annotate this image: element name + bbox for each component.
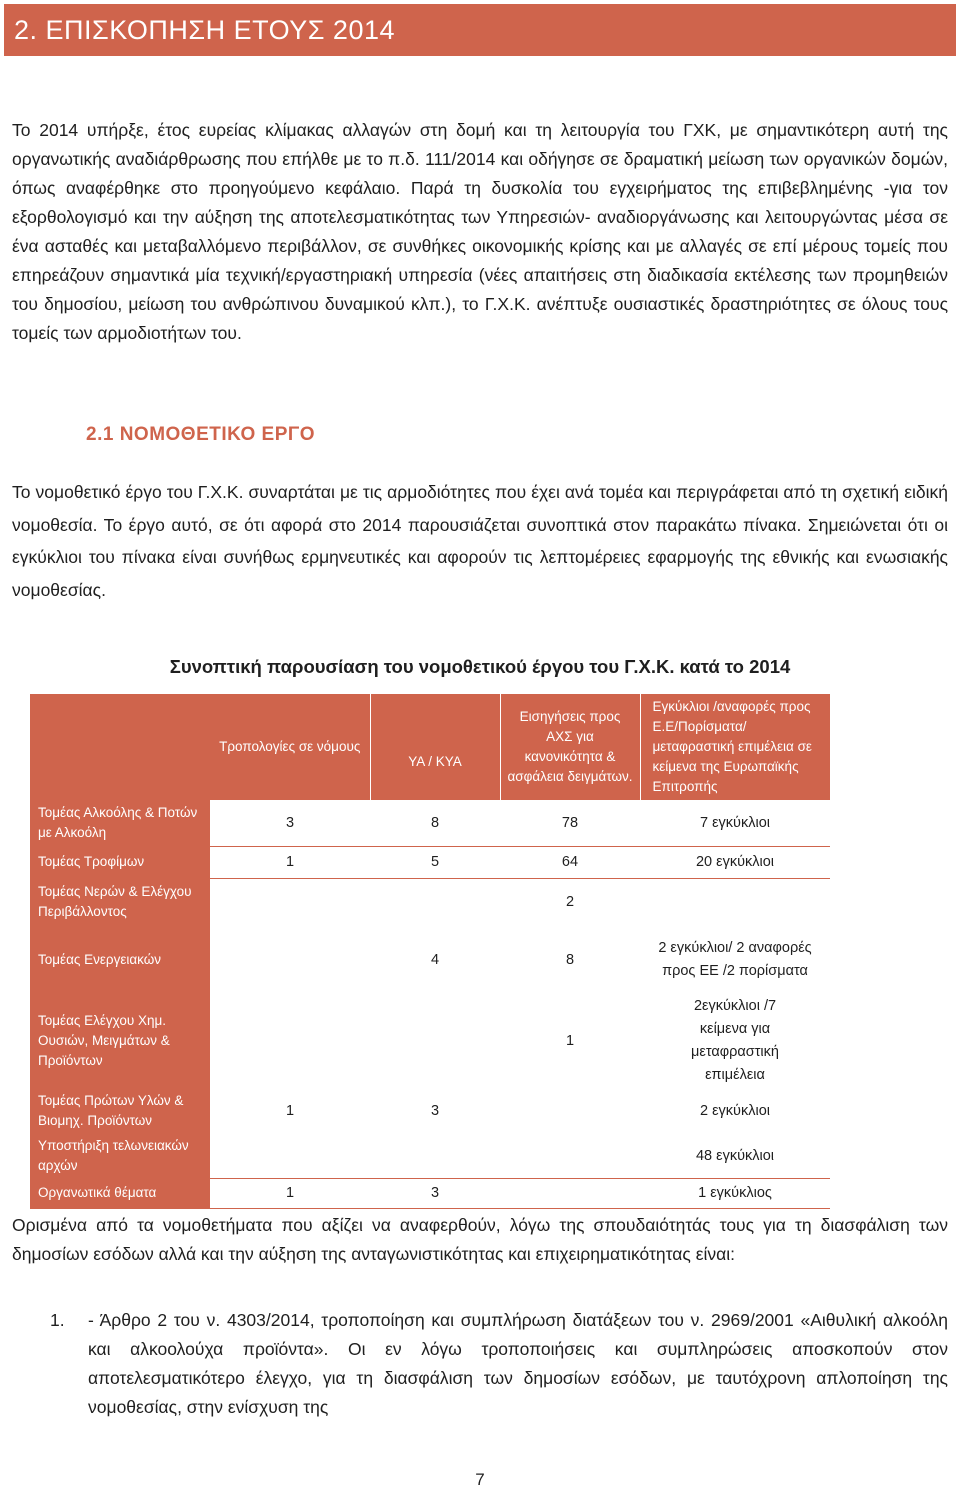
table-row xyxy=(30,800,830,846)
cell-recommendations xyxy=(500,1134,640,1178)
row-label: Υποστήριξη τελωνειακών αρχών xyxy=(30,1134,210,1178)
cell-amendments xyxy=(210,878,370,926)
subsection-title: 2.1 ΝΟΜΟΘΕΤΙΚΟ ΕΡΓΟ xyxy=(86,424,316,445)
cell-ministerial-decisions: 3 xyxy=(430,1103,440,1119)
cell-recommendations xyxy=(500,1088,640,1134)
cell-recommendations: 8 xyxy=(565,952,575,968)
table-row xyxy=(30,878,830,926)
row-label: Τομέας Πρώτων Υλών & Βιομηχ. Προϊόντων xyxy=(30,1088,210,1134)
row-label: Τομέας Ενεργειακών xyxy=(30,926,210,994)
column-header-circulars: Εγκύκλιοι /αναφορές προς Ε.Ε/Πορίσματα/ μεταφραστική επιμέλεια σε κείμενα της Ευρωπαϊκής Επιτροπής xyxy=(640,694,830,800)
cell-circulars: 1 εγκύκλιος xyxy=(640,1178,830,1208)
cell-circulars: 20 εγκύκλιοι xyxy=(640,846,830,878)
cell-amendments: 3 xyxy=(285,814,295,831)
cell-circulars: 7 εγκύκλιοι xyxy=(700,814,770,831)
cell-circulars: 2εγκύκλιοι /7 κείμενα για μεταφραστική επιμέλεια xyxy=(691,998,779,1083)
legislation-paragraph: Το νομοθετικό έργο του Γ.Χ.Κ. συναρτάται με τις αρμοδιότητες που έχει ανά τομέα και περιγράφεται από τη σχετική ειδική νομοθεσία. Το έργο αυτό, σε ότι αφορά στο 2014 παρουσιάζεται συνοπτικά στον παρακάτω πίνακα. Σημειώνεται ότι οι εγκύκλιοι του πίνακα είναι συνήθως ερμηνευτικές και αφορούν τις λεπτομέρειες εφαρμογής της εθνικής και ενωσιακής νομοθεσίας. xyxy=(12,482,948,600)
list-item-text: - Άρθρο 2 του ν. 4303/2014, τροποποίηση και συμπλήρωση διατάξεων του ν. 2969/2001 «Αιθυλική αλκοόλη και αλκοολούχα προϊόντα». Οι εν λόγω τροποποιήσεις και συμπληρώσεις αποσκοπούν στον αποτελεσματικότερο έλεγχο, για τη διασφάλιση των δημοσίων εσόδων, με ταυτόχρονη απλοποίηση της νομοθεσίας, στην ενίσχυση της xyxy=(88,1310,948,1417)
cell-amendments xyxy=(210,994,370,1088)
row-label: Τομέας Νερών & Ελέγχου Περιβάλλοντος xyxy=(30,878,210,926)
cell-ministerial-decisions xyxy=(370,1134,500,1178)
cell-ministerial-decisions xyxy=(370,994,500,1088)
column-header-ministerial-decisions: ΥΑ / ΚΥΑ xyxy=(370,694,500,800)
cell-circulars: 2 εγκύκλιοι/ 2 αναφορές προς ΕΕ /2 πορίσματα xyxy=(658,940,812,979)
cell-recommendations xyxy=(500,1178,640,1208)
section-header-title: 2. ΕΠΙΣΚΟΠΗΣΗ ΕΤΟΥΣ 2014 xyxy=(14,14,395,45)
legislation-summary-table xyxy=(30,694,830,1209)
table-row xyxy=(30,926,830,994)
cell-amendments: 1 xyxy=(210,1178,370,1208)
cell-recommendations: 64 xyxy=(500,846,640,878)
closing-paragraph: Ορισμένα από τα νομοθετήματα που αξίζει να αναφερθούν, λόγω της σπουδαιότητάς τους για τη διασφάλιση των δημοσίων εσόδων αλλά και την αύξηση της ανταγωνιστικότητας και επιχειρηματικότητας είναι: xyxy=(12,1215,948,1264)
intro-paragraph: Το 2014 υπήρξε, έτος ευρείας κλίμακας αλλαγών στη δομή και τη λειτουργία του ΓΧΚ, με σημαντικότερη αυτή της οργανωτικής αναδιάρθρωσης που επήλθε με το π.δ. 111/2014 και οδήγησε σε δραματική μείωση των οργανικών δομών, όπως αναφέρθηκε στο προηγούμενο κεφάλαιο. Παρά τη δυσκολία του εγχειρήματος της επιβεβλημένης -για τον εξορθολογισμό και την αύξηση της αποτελεσματικότητας των Υπηρεσιών- αναδιοργάνωσης και λειτουργώντας μέσα σε ένα ασταθές και μεταβαλλόμενο περιβάλλον, σε συνθήκες οικονομικής κρίσης και με αλλαγές σε επί μέρους τομείς που επηρεάζουν σημαντικά μία τεχνική/εργαστηριακή υπηρεσία (νέες απαιτήσεις στη διαδικασία εκτέλεσης των προμηθειών του δημοσίου, μείωση του ανθρώπινου δυναμικού κλπ.), το Γ.Χ.Κ. ανέπτυξε ουσιαστικές δραστηριότητες σε όλους τους τομείς των αρμοδιοτήτων του. xyxy=(12,120,948,343)
row-label: Τομέας Ελέγχου Χημ. Ουσιών, Μειγμάτων & Προϊόντων xyxy=(30,994,210,1088)
cell-recommendations: 2 xyxy=(500,878,640,926)
cell-ministerial-decisions: 4 xyxy=(430,952,440,968)
cell-circulars xyxy=(640,878,830,926)
cell-recommendations: 1 xyxy=(565,1033,575,1049)
cell-ministerial-decisions: 3 xyxy=(370,1178,500,1208)
cell-ministerial-decisions: 5 xyxy=(370,846,500,878)
cell-ministerial-decisions xyxy=(370,878,500,926)
row-label: Οργανωτικά θέματα xyxy=(30,1178,210,1208)
table-row xyxy=(30,1088,830,1134)
cell-amendments: 1 xyxy=(210,846,370,878)
row-label: Τομέας Τροφίμων xyxy=(30,846,210,878)
cell-amendments: 1 xyxy=(285,1103,295,1119)
cell-circulars: 48 εγκύκλιοι xyxy=(695,1147,775,1164)
table-row xyxy=(30,994,830,1088)
column-header-amendments: Τροπολογίες σε νόμους xyxy=(210,694,370,800)
table-row xyxy=(30,846,830,878)
list-item xyxy=(12,1306,948,1422)
cell-amendments xyxy=(210,1134,370,1178)
table-row xyxy=(30,1178,830,1208)
row-label: Τομέας Αλκοόλης & Ποτών με Αλκοόλη xyxy=(30,800,210,846)
cell-ministerial-decisions: 8 xyxy=(430,814,440,831)
table-corner-cell xyxy=(30,694,210,800)
cell-circulars: 2 εγκύκλιοι xyxy=(700,1103,770,1119)
table-row xyxy=(30,1134,830,1178)
column-header-recommendations: Εισηγήσεις προς ΑΧΣ για κανονικότητα & ασφάλεια δειγμάτων. xyxy=(500,694,640,800)
cell-amendments xyxy=(210,926,370,994)
table-caption: Συνοπτική παρουσίαση του νομοθετικού έργου του Γ.Χ.Κ. κατά το 2014 xyxy=(169,656,791,677)
section-header xyxy=(4,4,956,56)
cell-recommendations: 78 xyxy=(561,814,579,831)
page-number: 7 xyxy=(475,1470,485,1489)
list-item-number: 1. xyxy=(50,1310,65,1330)
